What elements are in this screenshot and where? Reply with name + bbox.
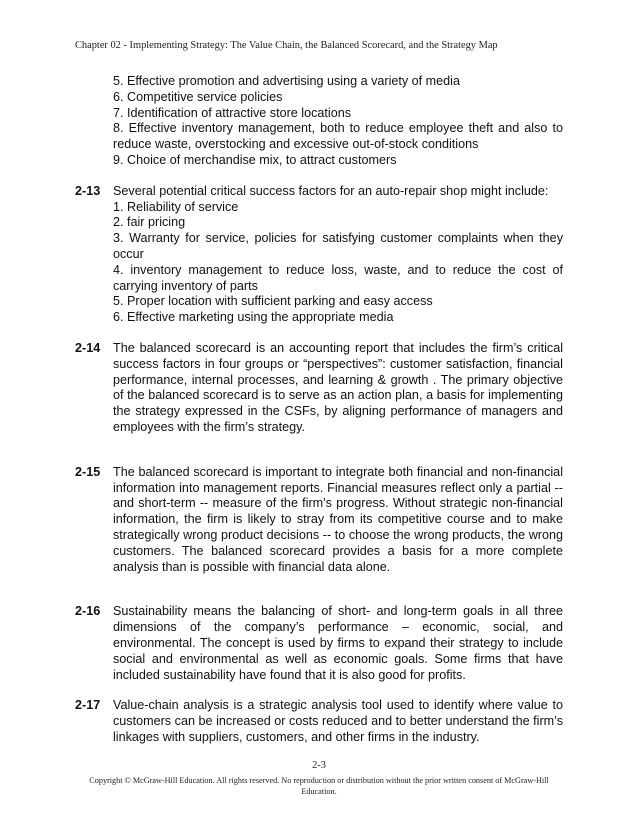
list-item: 5. Proper location with sufficient parking and easy access	[113, 294, 433, 309]
answer-text	[113, 698, 563, 745]
answer-paragraph: Value-chain analysis is a strategic analysis tool used to identify where value to customers can be increased or costs reduced and to better understand the firm’s linkages with suppliers, customers, and other firms in the industry.	[113, 698, 563, 744]
answer-text	[113, 465, 563, 576]
list-item: 3. Warranty for service, policies for satisfying customer complaints when they occur	[113, 231, 563, 261]
question-number: 2-17	[75, 698, 101, 713]
answer-paragraph: Sustainability means the balancing of short- and long-term goals in all three dimensions of the company’s performance – economic, social, and environmental. The concept is used by firms to expand their strategy to include social and environmental as well as economic goals. Some firms that have included sustainability have found that it is also good for profits.	[113, 604, 563, 682]
question-2-13	[75, 184, 563, 326]
list-item: 9. Choice of merchandise mix, to attract customers	[113, 152, 397, 167]
page-footer	[80, 760, 558, 797]
list-item: 5. Effective promotion and advertising using a variety of media	[113, 74, 460, 88]
answer-text	[113, 604, 563, 683]
list-item: 1. Reliability of service	[113, 199, 239, 214]
list-item: 7. Identification of attractive store locations	[113, 105, 352, 120]
list-item: 6. Competitive service policies	[113, 89, 283, 104]
question-number: 2-16	[75, 604, 101, 619]
page-number: 2-3	[312, 760, 326, 771]
question-number: 2-14	[75, 340, 101, 355]
answer-text	[113, 184, 563, 326]
answer-paragraph: The balanced scorecard is an accounting report that includes the firm’s critical success factors in four groups or “perspectives”: customer satisfaction, financial performance, internal processes, and learning & growth . The primary objective of the balanced scorecard is to serve as an action plan, a basis for implementing the strategy expressed in the CSFs, by aligning performance of managers and employees with the firm’s strategy.	[113, 340, 563, 434]
answer-paragraph: The balanced scorecard is important to integrate both financial and non-financial information into management reports. Financial measures reflect only a partial -- and short-term -- measure of the firm's progress. Without strategic non-financial information, the firm is likely to stray from its competitive course and to make strategically wrong product decisions -- to choose the wrong products, the wrong customers. The balanced scorecard provides a basis for a more complete analysis than is possible with financial data alone.	[113, 464, 563, 574]
question-2-17	[75, 698, 563, 745]
question-number: 2-13	[75, 183, 101, 198]
copyright-notice: Copyright © McGraw-Hill Education. All rights reserved. No reproduction or distribution without the prior written consent of McGraw-Hill Education.	[89, 776, 549, 796]
list-item: 6. Effective marketing using the appropriate media	[113, 310, 394, 325]
question-2-15	[75, 465, 563, 576]
answer-text	[113, 341, 563, 436]
list-item: 8. Effective inventory management, both to reduce employee theft and also to reduce waste, overstocking and excessive out-of-stock conditions	[113, 121, 563, 152]
continued-list	[113, 74, 563, 169]
question-2-14	[75, 341, 563, 436]
list-item: 4. inventory management to reduce loss, waste, and to reduce the cost of carrying inventory of parts	[113, 262, 563, 293]
running-header: Chapter 02 - Implementing Strategy: The Value Chain, the Balanced Scorecard, and the Strategy Map	[75, 40, 498, 51]
list-item: 2. fair pricing	[113, 215, 186, 230]
question-2-16	[75, 604, 563, 683]
question-number: 2-15	[75, 464, 101, 479]
answer-intro: Several potential critical success factors for an auto-repair shop might include:	[113, 183, 549, 198]
continued-list-block	[75, 74, 563, 169]
document-body	[75, 74, 563, 746]
question-number-blank	[75, 74, 113, 169]
